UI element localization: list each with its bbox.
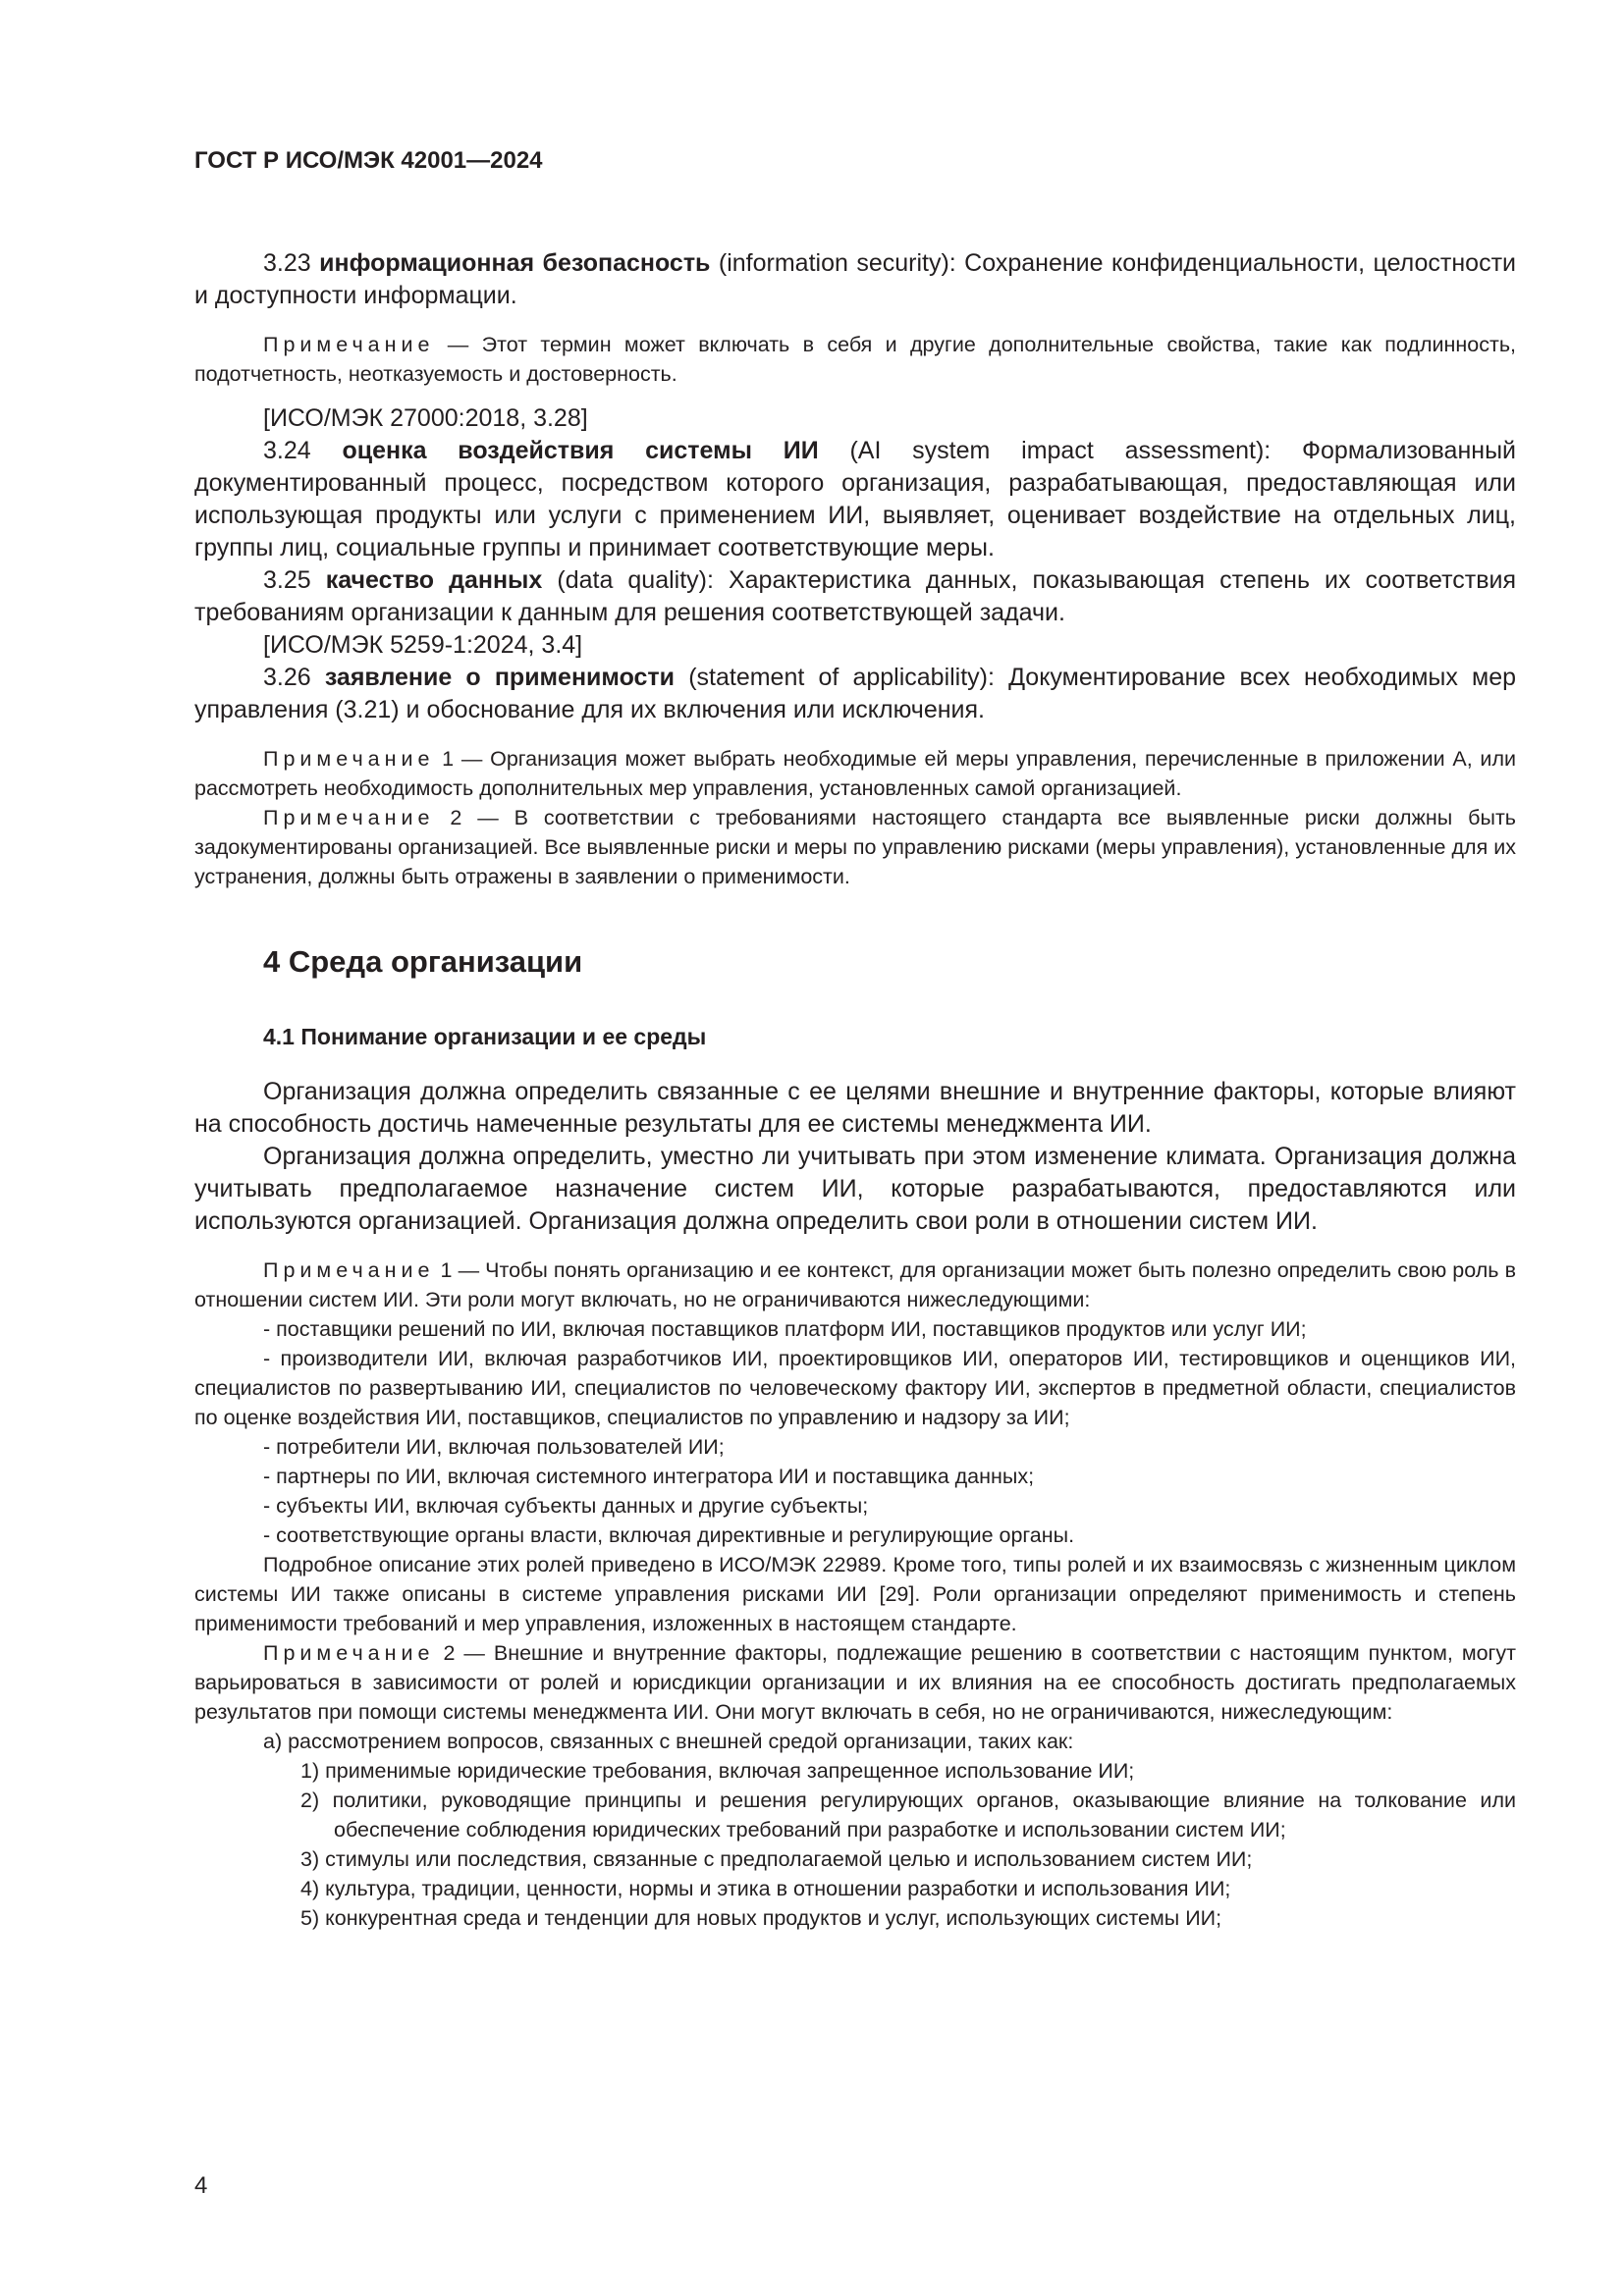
document-page [194,147,1516,1933]
reference-3-25: [ИСО/МЭК 5259-1:2024, 3.4] [263,631,583,659]
note-4-1-2 [194,1638,1516,1727]
note-text: 2 — Внешние и внутренние факторы, подлежащие решению в соответствии с настоящим пунктом, могут варьироваться в зависимости от ролей и юрисдикции организации и их влияния на ее способность достигать предполагаемых результатов при помощи системы менеджмента ИИ. Они могут включать в себя, но не ограничиваются, нижеследующим: [194,1641,1516,1724]
term-title: оценка воздействия системы ИИ [342,437,819,464]
section-4-1-heading: 4.1 Понимание организации и ее среды [263,1024,707,1049]
term-title: заявление о применимости [324,664,676,691]
role-list-item: - субъекты ИИ, включая субъекты данных и другие субъекты; [263,1494,869,1518]
term-3-24 [194,435,1516,564]
sub-list-item: 3) стимулы или последствия, связанные с предполагаемой целью и использованием систем ИИ; [300,1847,1253,1871]
note-3-23 [194,330,1516,389]
term-number: 3.26 [263,664,325,691]
note-label: Примечание [263,1641,435,1665]
note-4-1-1 [194,1255,1516,1314]
standard-header: ГОСТ Р ИСО/МЭК 42001—2024 [194,147,543,174]
role-list-item: - потребители ИИ, включая пользователей ИИ; [263,1435,725,1459]
note-text: — Этот термин может включать в себя и другие дополнительные свойства, такие как подлинность, подотчетность, неотказуемость и достоверность. [194,333,1516,386]
note-label: Примечание [263,333,435,356]
term-definition: (information security): Сохранение конфиденциальности, целостности и доступности информации. [194,249,1517,309]
term-definition: (data quality): Характеристика данных, показывающая степень их соответствия требованиям организации к данным для решения соответствующей задачи. [194,566,1516,626]
term-number: 3.23 [263,249,320,277]
note-text: 2 — В соответствии с требованиями настоящего стандарта все выявленные риски должны быть задокументированы организацией. Все выявленные риски и меры по управлению рисками (меры управления), установленные для их устранения, должны быть отражены в заявлении о применимости. [194,806,1516,888]
term-definition: (AI system impact assessment): Формализованный документированный процесс, посредством которого организация, разрабатывающая, предоставляющая или использующая продукты или услуги с применением ИИ, выявляет, оценивает воздействие на отдельных лиц, группы лиц, социальные группы и принимает соответствующие меры. [194,437,1516,561]
term-3-26 [194,662,1516,726]
role-list-item: - поставщики решений по ИИ, включая поставщиков платформ ИИ, поставщиков продуктов или услуг ИИ; [263,1317,1307,1341]
term-definition: (statement of applicability): Документирование всех необходимых мер управления (3.21) и обоснование для их включения или исключения. [194,664,1516,723]
note-text: 1 — Чтобы понять организацию и ее контекст, для организации может быть полезно определить свою роль в отношении систем ИИ. Эти роли могут включать, но не ограничиваются нижеследующими: [194,1258,1516,1311]
note-3-26-2 [194,803,1516,891]
term-title: информационная безопасность [319,249,711,277]
page-number: 4 [194,2172,208,2199]
paragraph-4-1-2: Организация должна определить, уместно ли учитывать при этом изменение климата. Организация должна учитывать предполагаемое назначение систем ИИ, которые разрабатываются, предоставляются или используются организацией. Организация должна определить свои роли в отношении систем ИИ. [194,1143,1516,1235]
paragraph-4-1-1: Организация должна определить связанные с ее целями внешние и внутренние факторы, которые влияют на способность достичь намеченные результаты для ее системы менеджмента ИИ. [194,1078,1516,1138]
note-label: Примечание [263,1258,435,1282]
roles-detail-paragraph: Подробное описание этих ролей приведено в ИСО/МЭК 22989. Кроме того, типы ролей и их взаимосвязь с жизненным циклом системы ИИ также описаны в системе управления рисками ИИ [29]. Роли организации определяют применимость и степень применимости требований и мер управления, изложенных в настоящем стандарте. [194,1553,1516,1635]
term-number: 3.25 [263,566,326,594]
role-list-item: - партнеры по ИИ, включая системного интегратора ИИ и поставщика данных; [263,1465,1035,1488]
note-label: Примечание [263,806,435,829]
sub-list-item: 5) конкурентная среда и тенденции для новых продуктов и услуг, использующих системы ИИ; [300,1906,1222,1930]
role-list-item: - соответствующие органы власти, включая директивные и регулирующие органы. [263,1523,1075,1547]
list-item-a: а) рассмотрением вопросов, связанных с внешней средой организации, таких как: [263,1730,1074,1753]
term-title: качество данных [325,566,543,594]
term-number: 3.24 [263,437,343,464]
note-text: 1 — Организация может выбрать необходимые ей меры управления, перечисленные в приложении А, или рассмотреть необходимость дополнительных мер управления, установленных самой организацией. [194,747,1516,800]
note-3-26-1 [194,744,1516,803]
term-3-23 [194,247,1516,312]
term-3-25 [194,564,1516,629]
sub-list-item: 1) применимые юридические требования, включая запрещенное использование ИИ; [300,1759,1135,1783]
section-4-heading: 4 Среда организации [263,944,583,979]
reference-3-23: [ИСО/МЭК 27000:2018, 3.28] [263,404,588,432]
role-list-item: - производители ИИ, включая разработчиков ИИ, проектировщиков ИИ, операторов ИИ, тестировщиков и оценщиков ИИ, специалистов по развертыванию ИИ, специалистов по человеческому фактору ИИ, экспертов в предметной области, специалистов по оценке воздействия ИИ, поставщиков, специалистов по управлению и надзору за ИИ; [194,1347,1516,1429]
note-label: Примечание [263,747,435,771]
sub-list-item: 2) политики, руководящие принципы и решения регулирующих органов, оказывающие влияние на толкование или обеспечение соблюдения юридических требований при разработке и использовании систем ИИ; [300,1789,1516,1842]
sub-list-item: 4) культура, традиции, ценности, нормы и этика в отношении разработки и использования ИИ; [300,1877,1231,1900]
